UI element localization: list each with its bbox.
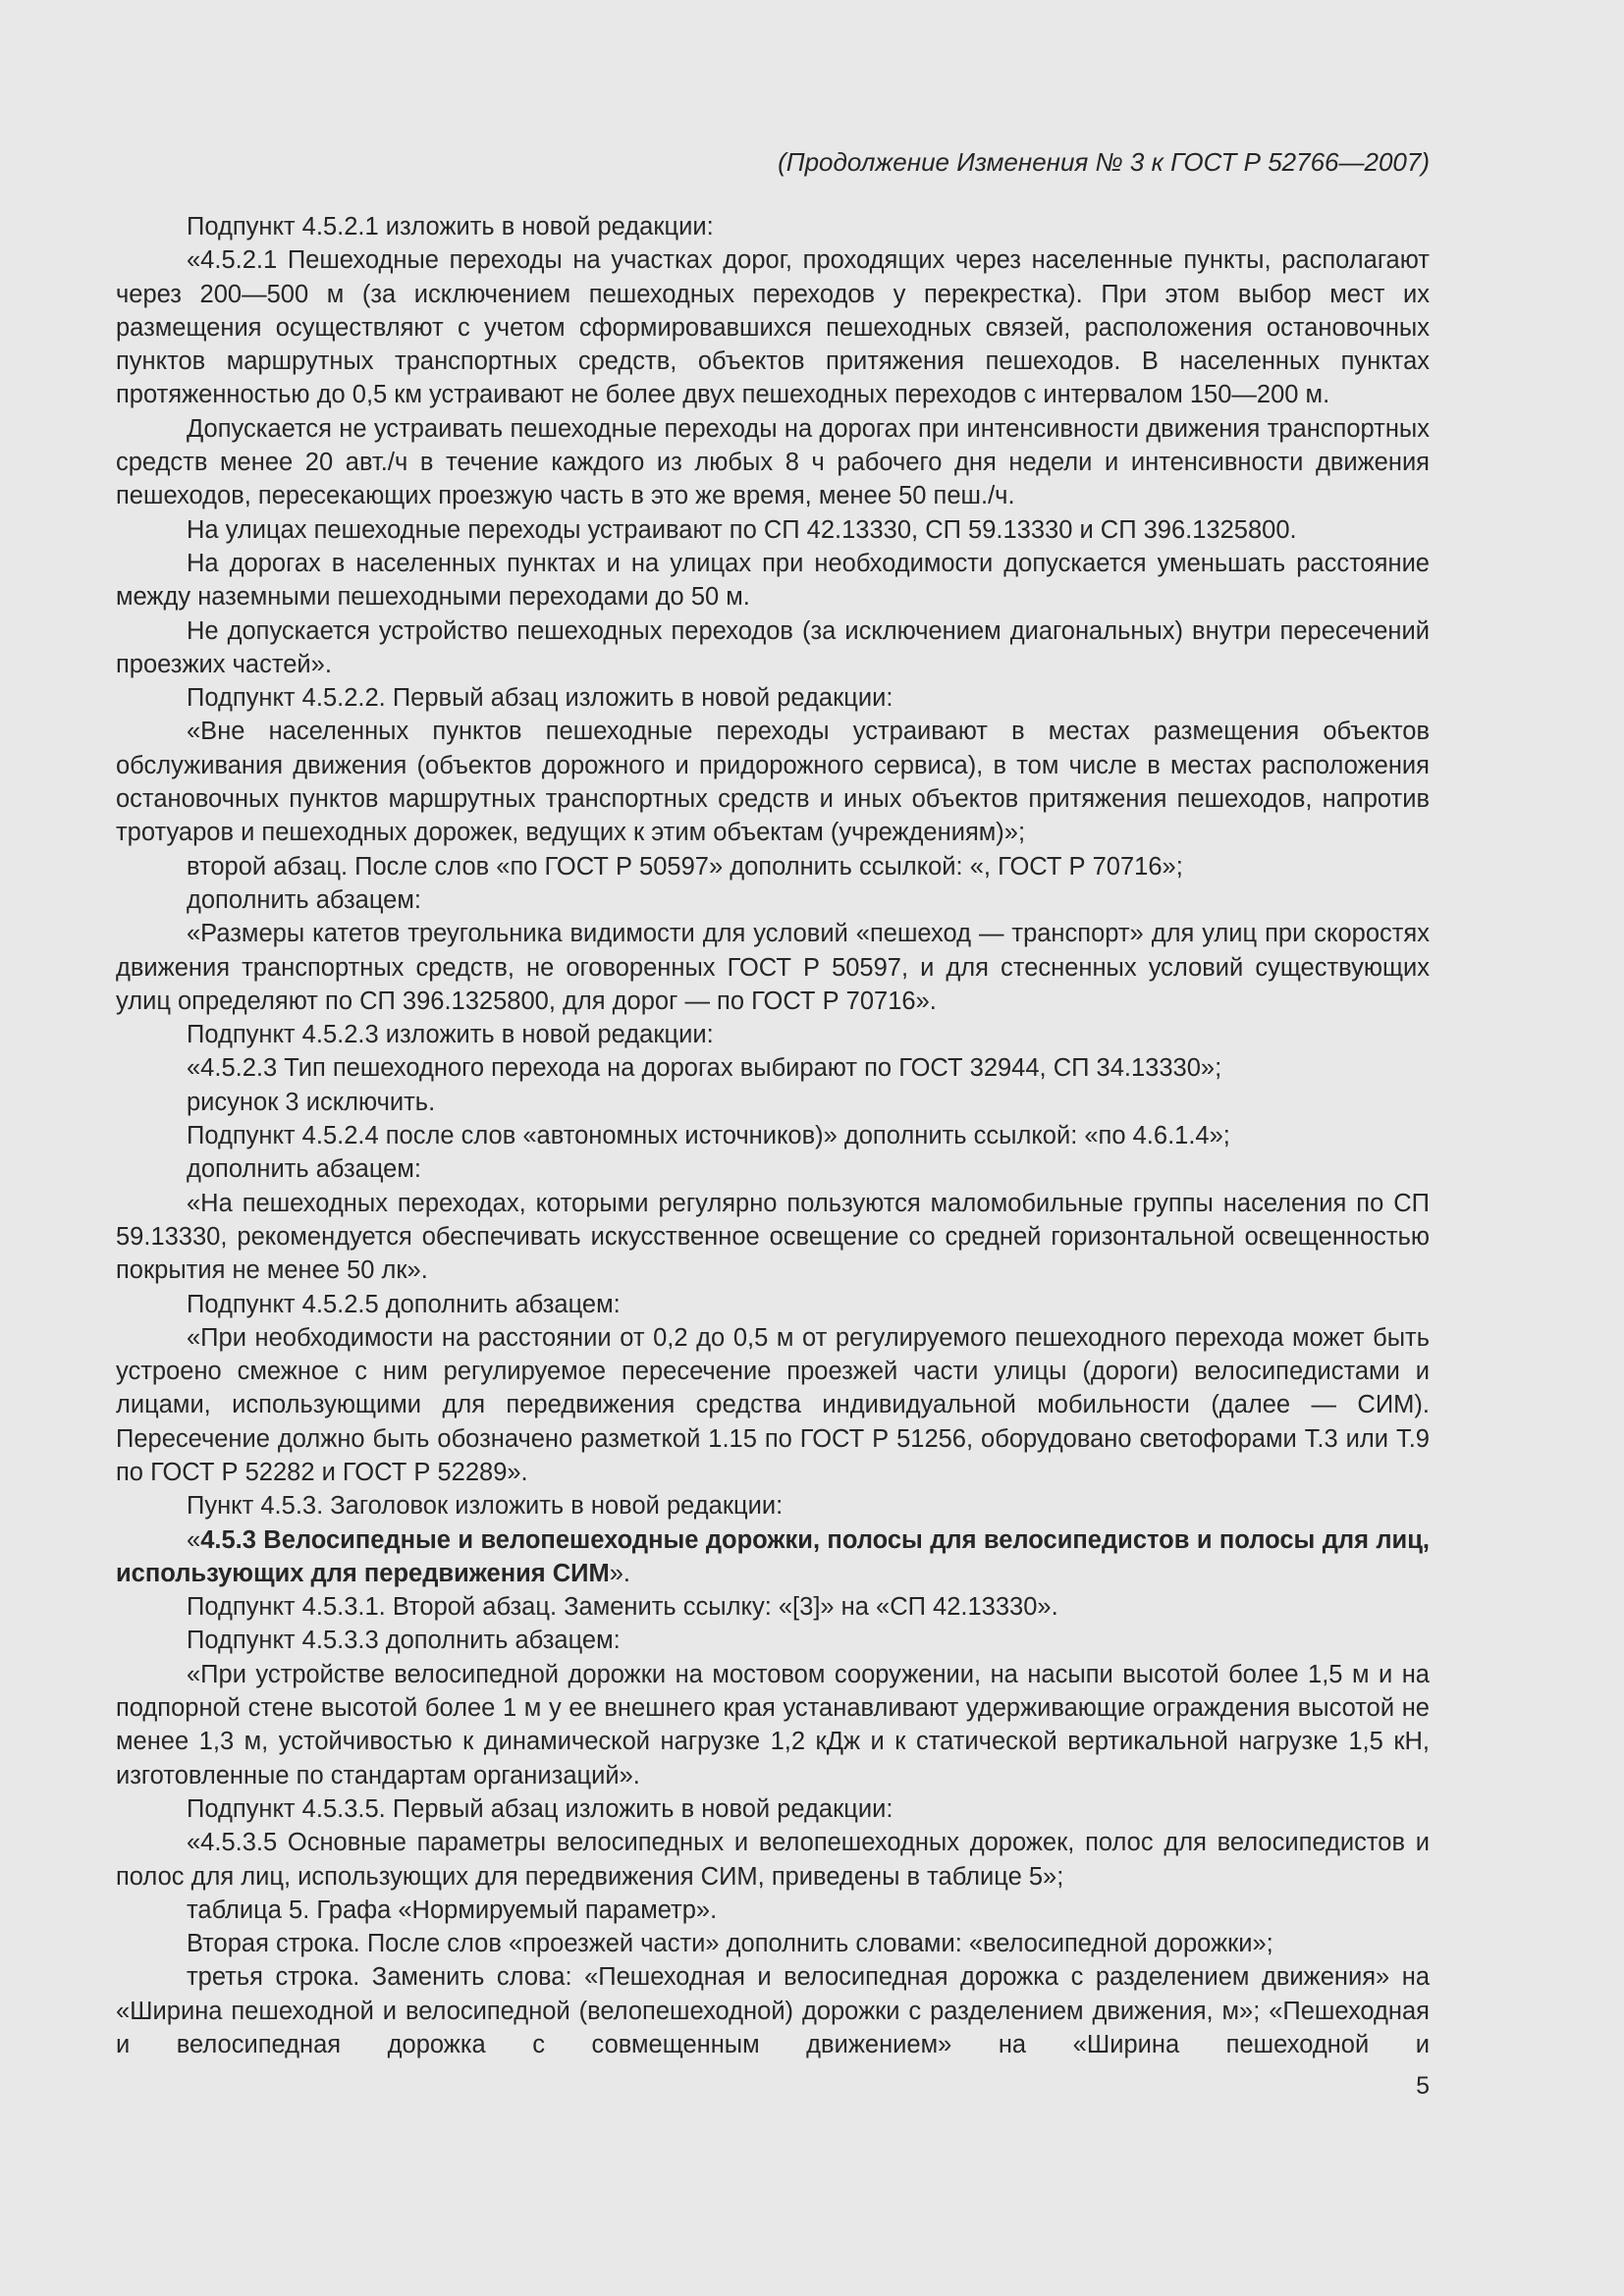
paragraph: Подпункт 4.5.2.3 изложить в новой редакции: <box>187 1021 714 1049</box>
heading-close-quote: ». <box>609 1559 630 1587</box>
paragraph: Допускается не устраивать пешеходные переходы на дорогах при интенсивности движения транспортных средств менее 20 авт./ч в течение каждого из любых 8 ч рабочего дня недели и интенсивности движения пешеходов, пересекающих проезжую часть в это же время, менее 50 пеш./ч. <box>116 414 1430 510</box>
paragraph: Не допускается устройство пешеходных переходов (за исключением диагональных) внутри пересечений проезжих частей». <box>116 616 1430 678</box>
paragraph: таблица 5. Графа «Нормируемый параметр». <box>187 1896 718 1924</box>
paragraph: На дорогах в населенных пунктах и на улицах при необходимости допускается уменьшать расстояние между наземными пешеходными переходами до 50 м. <box>116 549 1430 612</box>
paragraph: третья строка. Заменить слова: «Пешеходная и велосипедная дорожка с разделением движения» на «Ширина пешеходной и велосипедной (велопешеходной) дорожки с разделением движения, м»; «Пешеходная и велосипедная дорожка с совмещенным движением» на «Ширина пешеходной и <box>116 1963 1430 2059</box>
section-heading-paragraph <box>116 1523 1430 1591</box>
paragraph: Вторая строка. После слов «проезжей части» дополнить словами: «велосипедной дорожки»; <box>187 1930 1273 1958</box>
paragraph: На улицах пешеходные переходы устраивают по СП 42.13330, СП 59.13330 и СП 396.1325800. <box>187 515 1297 544</box>
running-header: (Продолжение Изменения № 3 к ГОСТ Р 52766—2007) <box>778 147 1430 177</box>
paragraph: Подпункт 4.5.3.3 дополнить абзацем: <box>187 1627 621 1655</box>
paragraph: дополнить абзацем: <box>187 885 421 914</box>
paragraph: рисунок 3 исключить. <box>187 1088 436 1116</box>
paragraph: второй абзац. После слов «по ГОСТ Р 50597» дополнить ссылкой: «, ГОСТ Р 70716»; <box>187 852 1183 881</box>
paragraph: Подпункт 4.5.2.2. Первый абзац изложить в новой редакции: <box>187 684 893 713</box>
paragraph: «Размеры катетов треугольника видимости для условий «пешеход — транспорт» для улиц при скоростях движения транспортных средств, не оговоренных ГОСТ Р 50597, и для стесненных условий существующих улиц определяют по СП 396.1325800, для дорог — по ГОСТ Р 70716». <box>116 920 1430 1015</box>
paragraph: «Вне населенных пунктов пешеходные переходы устраивают в местах размещения объектов обслуживания движения (объектов дорожного и придорожного сервиса), в том числе в местах расположения остановочных пунктов маршрутных транспортных средств и иных объектов притяжения пешеходов, напротив тротуаров и пешеходных дорожек, ведущих к этим объектам (учреждениям)»; <box>116 718 1430 847</box>
paragraph: «На пешеходных переходах, которыми регулярно пользуются маломобильные группы населения по СП 59.13330, рекомендуется обеспечивать искусственное освещение со средней горизонтальной освещенностью покрытия не менее 50 лк». <box>116 1189 1430 1285</box>
paragraph: «При необходимости на расстоянии от 0,2 до 0,5 м от регулируемого пешеходного перехода может быть устроено смежное с ним регулируемое пересечение проезжей части улицы (дороги) велосипедистами и лицами, использующими для передвижения средства индивидуальной мобильности (далее — СИМ). Пересечение должно быть обозначено разметкой 1.15 по ГОСТ Р 51256, оборудовано светофорами Т.3 или Т.9 по ГОСТ Р 52282 и ГОСТ Р 52289». <box>116 1323 1430 1486</box>
page-number: 5 <box>1416 2072 1430 2100</box>
paragraph: «При устройстве велосипедной дорожки на мостовом сооружении, на насыпи высотой более 1,5 м и на подпорной стене высотой более 1 м у ее внешнего края устанавливают удерживающие ограждения высотой не менее 1,3 м, устойчивостью к динамической нагрузке 1,2 кДж и к статической вертикальной нагрузке 1,5 кН, изготовленные по стандартам организаций». <box>116 1660 1430 1789</box>
paragraph: «4.5.2.1 Пешеходные переходы на участках дорог, проходящих через населенные пункты, располагают через 200—500 м (за исключением пешеходных переходов у перекрестка). При этом выбор мест их размещения осуществляют с учетом сформировавшихся пешеходных связей, расположения остановочных пунктов маршрутных транспортных средств, объектов притяжения пешеходов. В населенных пунктах протяженностью до 0,5 км устраивают не более двух пешеходных переходов с интервалом 150—200 м. <box>116 246 1430 409</box>
paragraph: «4.5.2.3 Тип пешеходного перехода на дорогах выбирают по ГОСТ 32944, СП 34.13330»; <box>187 1054 1222 1083</box>
paragraph: дополнить абзацем: <box>187 1155 421 1184</box>
paragraph: Подпункт 4.5.2.5 дополнить абзацем: <box>187 1290 621 1318</box>
paragraph: «4.5.3.5 Основные параметры велосипедных и велопешеходных дорожек, полос для велосипедистов и полос для лиц, использующих для передвижения СИМ, приведены в таблице 5»; <box>116 1829 1430 1891</box>
section-heading-bold: 4.5.3 Велосипедные и велопешеходные дорожки, полосы для велосипедистов и полосы для лиц, использующих для передвижения СИМ <box>116 1525 1430 1587</box>
paragraph: Пункт 4.5.3. Заголовок изложить в новой редакции: <box>187 1492 784 1521</box>
paragraph: Подпункт 4.5.2.1 изложить в новой редакции: <box>187 213 714 240</box>
paragraph: Подпункт 4.5.3.1. Второй абзац. Заменить ссылку: «[3]» на «СП 42.13330». <box>187 1593 1058 1622</box>
document-body <box>116 210 1430 2061</box>
paragraph: Подпункт 4.5.3.5. Первый абзац изложить в новой редакции: <box>187 1794 893 1823</box>
paragraph: Подпункт 4.5.2.4 после слов «автономных источников)» дополнить ссылкой: «по 4.6.1.4»; <box>187 1122 1230 1150</box>
heading-open-quote: « <box>187 1525 201 1554</box>
